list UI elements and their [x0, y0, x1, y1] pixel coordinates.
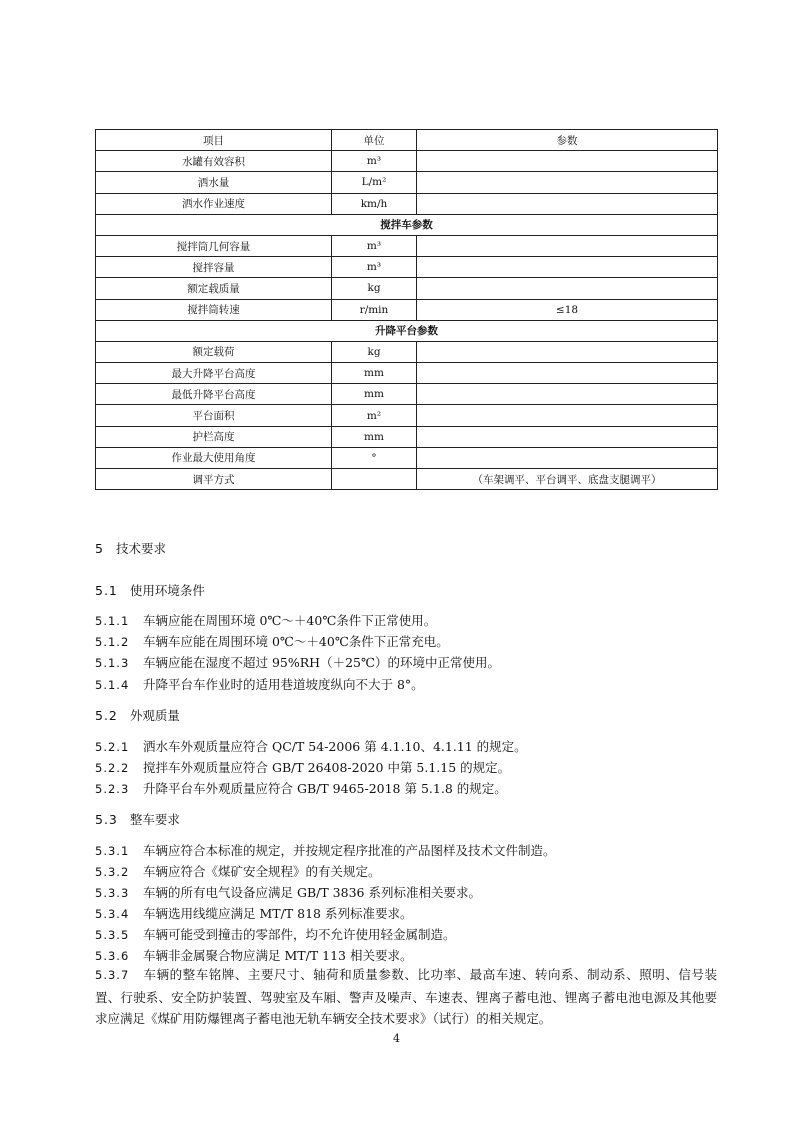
clause-text: 车辆应能在周围环境 0℃～＋40℃条件下正常使用。 — [143, 613, 437, 628]
param-cell — [417, 151, 718, 172]
section-title: 使用环境条件 — [129, 583, 205, 598]
section-number: 5 — [95, 541, 104, 556]
unit-cell: mm — [332, 363, 417, 384]
clause-number: 5.3.7 — [95, 968, 130, 982]
clause-5-2-2 — [95, 758, 510, 776]
table-row — [96, 426, 718, 447]
table-row — [96, 278, 718, 299]
clause-text: 车辆选用线缆应满足 MT/T 818 系列标准要求。 — [143, 906, 413, 921]
item-cell: 额定载质量 — [96, 278, 332, 299]
clause-text: 车辆的整车铭牌、主要尺寸、轴荷和质量参数、比功率、最高车速、转向系、制动系、照明、信号装置、行驶系、安全防护装置、驾驶室及车厢、警声及噪声、车速表、锂离子蓄电池、锂离子蓄电池电源及其他要求应满足《煤矿用防爆锂离子蓄电池无轨车辆安全技术要求》（试行）的相关规定。 — [95, 967, 717, 1026]
section-number: 5.1 — [95, 583, 118, 598]
table-row — [96, 257, 718, 278]
header-unit: 单位 — [332, 130, 417, 151]
clause-5-2-1 — [95, 737, 527, 755]
unit-cell: kg — [332, 341, 417, 362]
param-cell — [417, 235, 718, 256]
table-row — [96, 299, 718, 320]
item-cell: 洒水量 — [96, 172, 332, 193]
unit-cell: km/h — [332, 193, 417, 214]
clause-5-3-4 — [95, 904, 412, 922]
clause-number: 5.3.5 — [95, 928, 130, 942]
item-cell: 作业最大使用角度 — [96, 447, 332, 468]
clause-number: 5.1.1 — [95, 614, 130, 628]
param-cell: （车架调平、平台调平、底盘支腿调平） — [417, 469, 718, 490]
clause-text: 升降平台车外观质量应符合 GB/T 9465-2018 第 5.1.8 的规定。 — [143, 781, 507, 796]
section-5-heading — [95, 539, 166, 557]
section-number: 5.2 — [95, 708, 118, 723]
table-header-row — [96, 130, 718, 151]
item-cell: 最低升降平台高度 — [96, 384, 332, 405]
param-cell — [417, 341, 718, 362]
clause-text: 车辆应符合《煤矿安全规程》的有关规定。 — [143, 864, 381, 879]
header-param: 参数 — [417, 130, 718, 151]
clause-text: 洒水车外观质量应符合 QC/T 54-2006 第 4.1.10、4.1.11 的规定。 — [143, 739, 527, 754]
clause-text: 车辆应符合本标准的规定，并按规定程序批准的产品图样及技术文件制造。 — [143, 843, 556, 858]
clause-5-3-5 — [95, 925, 456, 943]
clause-text: 车辆车应能在周围环境 0℃～＋40℃条件下正常充电。 — [143, 634, 449, 649]
table-row — [96, 447, 718, 468]
unit-cell: r/min — [332, 299, 417, 320]
table-row — [96, 341, 718, 362]
clause-number: 5.3.4 — [95, 907, 130, 921]
item-cell: 最大升降平台高度 — [96, 363, 332, 384]
clause-number: 5.1.2 — [95, 635, 130, 649]
table-row — [96, 235, 718, 256]
param-cell — [417, 405, 718, 426]
item-cell: 洒水作业速度 — [96, 193, 332, 214]
unit-cell: L/m² — [332, 172, 417, 193]
clause-5-2-3 — [95, 779, 507, 797]
section-title: 技术要求 — [115, 541, 166, 556]
item-cell: 搅拌筒几何容量 — [96, 235, 332, 256]
item-cell: 平台面积 — [96, 405, 332, 426]
section-number: 5.3 — [95, 812, 118, 827]
param-cell — [417, 447, 718, 468]
unit-cell: m³ — [332, 235, 417, 256]
unit-cell: m³ — [332, 151, 417, 172]
clause-5-3-2 — [95, 862, 381, 880]
table-row — [96, 193, 718, 214]
section-5-2-heading — [95, 706, 180, 724]
clause-number: 5.1.3 — [95, 656, 130, 670]
clause-5-1-1 — [95, 611, 436, 629]
table-row — [96, 151, 718, 172]
item-cell: 额定载荷 — [96, 341, 332, 362]
table-section-row — [96, 320, 718, 341]
clause-5-3-1 — [95, 841, 556, 859]
param-cell — [417, 172, 718, 193]
clause-number: 5.3.2 — [95, 865, 130, 879]
table-row — [96, 384, 718, 405]
clause-number: 5.1.4 — [95, 678, 130, 692]
item-cell: 搅拌容量 — [96, 257, 332, 278]
unit-cell: m³ — [332, 257, 417, 278]
clause-5-1-4 — [95, 675, 424, 693]
table-row — [96, 172, 718, 193]
param-cell: ≤18 — [417, 299, 718, 320]
section-title: 外观质量 — [129, 708, 180, 723]
unit-cell: ° — [332, 447, 417, 468]
param-cell — [417, 363, 718, 384]
page-number: 4 — [393, 1032, 400, 1045]
clause-number: 5.3.6 — [95, 949, 130, 963]
clause-number: 5.2.1 — [95, 740, 130, 754]
clause-5-3-7 — [95, 964, 717, 1030]
param-cell — [417, 384, 718, 405]
section-title: 整车要求 — [129, 812, 180, 827]
param-cell — [417, 426, 718, 447]
param-cell — [417, 193, 718, 214]
item-cell: 护栏高度 — [96, 426, 332, 447]
clause-5-1-2 — [95, 632, 449, 650]
param-cell — [417, 278, 718, 299]
param-cell — [417, 257, 718, 278]
table-row — [96, 469, 718, 490]
table-row — [96, 363, 718, 384]
section-5-3-heading — [95, 810, 180, 828]
unit-cell: mm — [332, 384, 417, 405]
unit-cell: mm — [332, 426, 417, 447]
clause-text: 升降平台车作业时的适用巷道坡度纵向不大于 8°。 — [143, 677, 424, 692]
section-title-cell: 搅拌车参数 — [96, 214, 718, 235]
header-item: 项目 — [96, 130, 332, 151]
clause-number: 5.3.3 — [95, 886, 130, 900]
section-5-1-heading — [95, 581, 205, 599]
table-section-row — [96, 214, 718, 235]
parameter-table — [95, 129, 718, 490]
item-cell: 水罐有效容积 — [96, 151, 332, 172]
clause-number: 5.3.1 — [95, 844, 130, 858]
parameter-table-body — [96, 130, 718, 490]
clause-number: 5.2.3 — [95, 782, 130, 796]
clause-5-3-3 — [95, 883, 481, 901]
item-cell: 调平方式 — [96, 469, 332, 490]
unit-cell — [332, 469, 417, 490]
clause-text: 车辆可能受到撞击的零部件，均不允许使用轻金属制造。 — [143, 927, 456, 942]
clause-5-3-6 — [95, 946, 412, 964]
unit-cell: m² — [332, 405, 417, 426]
item-cell: 搅拌筒转速 — [96, 299, 332, 320]
clause-text: 搅拌车外观质量应符合 GB/T 26408-2020 中第 5.1.15 的规定。 — [143, 760, 511, 775]
clause-text: 车辆的所有电气设备应满足 GB/T 3836 系列标准相关要求。 — [143, 885, 481, 900]
unit-cell: kg — [332, 278, 417, 299]
clause-text: 车辆非金属聚合物应满足 MT/T 113 相关要求。 — [143, 948, 413, 963]
clause-text: 车辆应能在湿度不超过 95%RH（＋25℃）的环境中正常使用。 — [143, 655, 500, 670]
clause-number: 5.2.2 — [95, 761, 130, 775]
table-row — [96, 405, 718, 426]
section-title-cell: 升降平台参数 — [96, 320, 718, 341]
clause-5-1-3 — [95, 653, 500, 671]
